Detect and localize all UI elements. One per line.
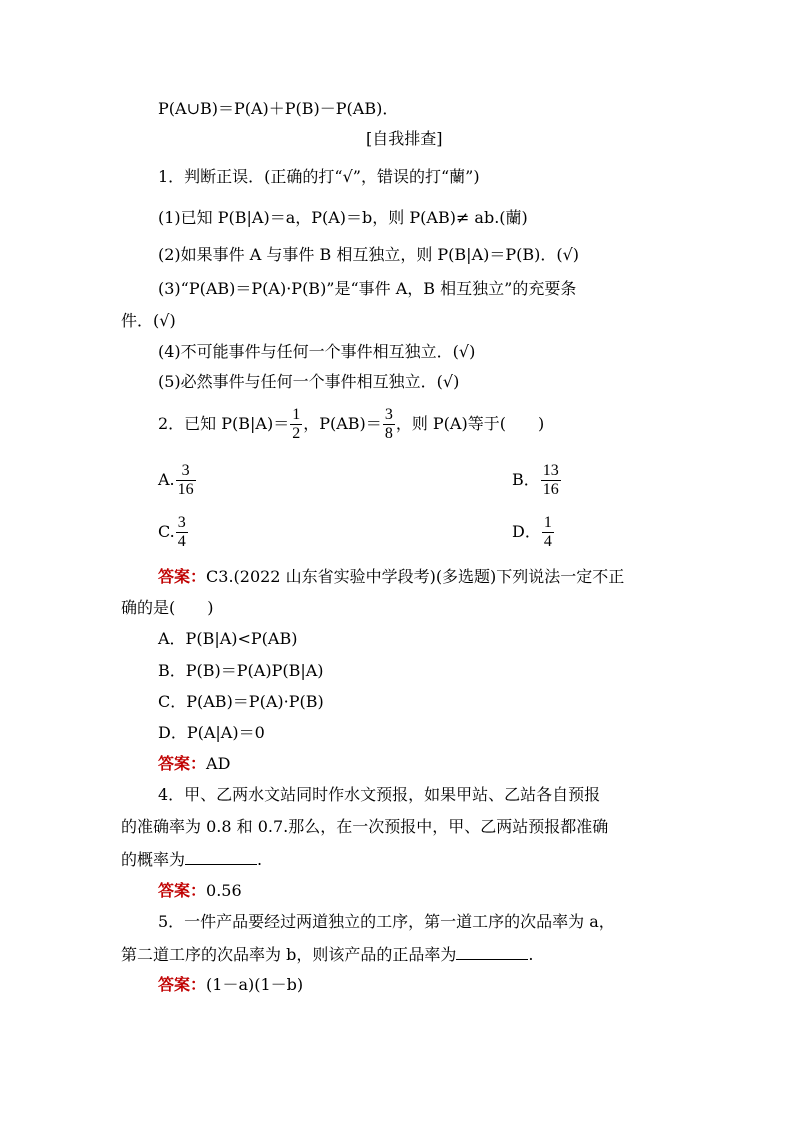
q4-line-1: 4．甲、乙两水文站同时作水文预报，如果甲站、乙站各自预报 [158, 785, 601, 804]
answer-value: AD [206, 754, 231, 773]
q1-statement-2: (2)如果事件 A 与事件 B 相互独立，则 P(B|A)＝P(B)．(√) [158, 245, 580, 264]
q3-line-1-text: C3.(2022 山东省实验中学段考)(多选题)下列说法一定不正 [206, 567, 625, 586]
q1-stem: 1．判断正误．(正确的打“√”，错误的打“蘭”) [158, 167, 480, 186]
fraction [383, 406, 395, 443]
q2-stem-post: ，则 P(A)等于( ) [395, 414, 545, 433]
q5-line-2-post: . [528, 945, 534, 964]
answer-label: 答案： [158, 567, 207, 586]
q1-statement-5: (5)必然事件与任何一个事件相互独立．(√) [158, 372, 460, 391]
fraction-numerator: 3 [384, 406, 393, 423]
fraction [176, 462, 196, 499]
answer-label: 答案： [158, 881, 207, 900]
option-label: A. [158, 470, 175, 489]
fraction-numerator: 1 [543, 514, 552, 531]
fraction-denominator: 4 [177, 533, 186, 550]
q5-line-2-pre: 第二道工序的次品率为 b，则该产品的正品率为 [121, 945, 457, 964]
answer-value: 0.56 [206, 881, 242, 900]
q2-option-b[interactable] [512, 460, 562, 500]
q3-line-2: 确的是( ) [121, 598, 214, 617]
fraction-denominator: 2 [292, 425, 301, 442]
fraction-numerator: 13 [542, 462, 559, 479]
option-label: D． [512, 522, 541, 541]
q3-option-b[interactable]: B．P(B)＝P(A)P(B|A) [158, 661, 324, 680]
answer-value: (1－a)(1－b) [206, 975, 304, 994]
answer-blank[interactable] [185, 848, 257, 865]
q5-answer [158, 974, 303, 996]
answer-label: 答案： [158, 754, 207, 773]
q4-answer [158, 880, 242, 902]
q4-line-3 [121, 848, 262, 871]
q2-option-c[interactable] [158, 512, 189, 552]
fraction [290, 406, 302, 443]
q2-stem-pre: 2．已知 P(B|A)＝ [158, 414, 290, 433]
fraction [541, 462, 561, 499]
q5-line-1: 5．一件产品要经过两道独立的工序，第一道工序的次品率为 a， [158, 912, 615, 931]
formula-union: P(A∪B)＝P(A)＋P(B)－P(AB)． [158, 99, 399, 118]
option-label: B． [512, 470, 540, 489]
q3-option-c[interactable]: C．P(AB)＝P(A)·P(B) [158, 692, 324, 711]
fraction-numerator: 3 [177, 514, 186, 531]
q1-statement-4: (4)不可能事件与任何一个事件相互独立．(√) [158, 342, 476, 361]
q1-statement-1: (1)已知 P(B|A)＝a，P(A)＝b，则 P(AB)≠ ab.(蘭) [158, 208, 528, 227]
option-label: C. [158, 522, 175, 541]
q4-line-3-post: . [257, 850, 263, 869]
q3-line-1 [158, 566, 624, 588]
fraction [542, 514, 554, 551]
answer-blank[interactable] [456, 943, 528, 960]
q3-option-d[interactable]: D．P(A|A)＝0 [158, 723, 265, 742]
fraction-denominator: 8 [384, 425, 393, 442]
q3-option-a[interactable]: A．P(B|A)<P(AB) [158, 629, 298, 648]
q5-line-2 [121, 943, 533, 966]
q1-statement-3-cont: 件．(√) [121, 311, 176, 330]
section-title: [自我排查] [366, 129, 443, 148]
q1-statement-3: (3)“P(AB)＝P(A)·P(B)”是“事件 A，B 相互独立”的充要条 [158, 279, 577, 298]
q3-answer [158, 753, 230, 775]
answer-label: 答案： [158, 975, 207, 994]
fraction-denominator: 16 [542, 481, 559, 498]
q4-line-3-pre: 的概率为 [121, 850, 186, 869]
fraction-numerator: 1 [292, 406, 301, 423]
q2-option-d[interactable] [512, 512, 555, 552]
fraction [176, 514, 188, 551]
q2-option-a[interactable] [158, 460, 197, 500]
fraction-denominator: 4 [543, 533, 552, 550]
fraction-numerator: 3 [181, 462, 190, 479]
q2-stem [158, 404, 544, 444]
q2-stem-mid: ，P(AB)＝ [303, 414, 382, 433]
q4-line-2: 的准确率为 0.8 和 0.7.那么，在一次预报中，甲、乙两站预报都准确 [121, 817, 609, 836]
fraction-denominator: 16 [177, 481, 194, 498]
